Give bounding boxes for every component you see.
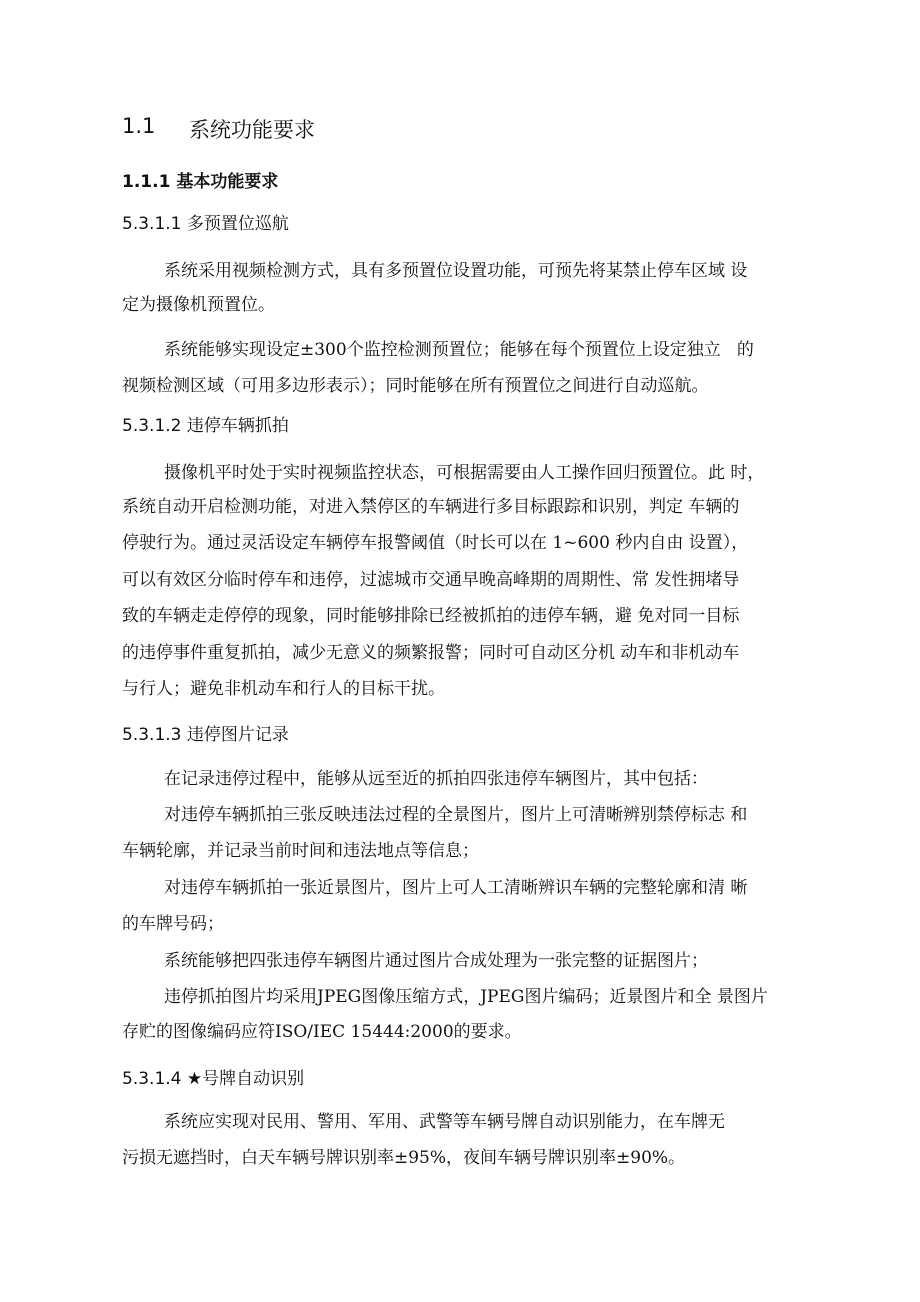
paragraph-line: 对违停车辆抓拍三张反映违法过程的全景图片，图片上可清晰辨别禁停标志 和 — [164, 805, 748, 825]
paragraph-line: 的违停事件重复抓拍，减少无意义的频繁报警；同时可自动区分机 动车和非机动车 — [122, 643, 740, 663]
paragraph-line: 系统能够把四张违停车辆图片通过图片合成处理为一张完整的证据图片； — [164, 951, 708, 971]
paragraph-line: 违停抓拍图片均采用JPEG图像压缩方式，JPEG图片编码；近景图片和全 景图片 — [164, 987, 768, 1007]
paragraph-line: 存贮的图像编码应符ISO/IEC 15444:2000的要求。 — [122, 1022, 522, 1042]
paragraph-line: 致的车辆走走停停的现象，同时能够排除已经被抓拍的违停车辆，避 免对同一目标 — [122, 606, 740, 626]
paragraph-line: 可以有效区分临时停车和违停，过滤城市交通早晚高峰期的周期性、常 发性拥堵导 — [122, 570, 740, 590]
paragraph-line: 系统能够实现设定±300个监控检测预置位；能够在每个预置位上设定独立 的 — [164, 340, 754, 360]
paragraph-line: 系统应实现对民用、警用、军用、武警等车辆号牌自动识别能力，在车牌无 — [164, 1112, 725, 1132]
paragraph-line: 对违停车辆抓拍一张近景图片，图片上可人工清晰辨识车辆的完整轮廓和清 晰 — [164, 878, 748, 898]
paragraph-line: 摄像机平时处于实时视频监控状态，可根据需要由人工操作回归预置位。此 时， — [164, 463, 765, 483]
paragraph-line: 在记录违停过程中，能够从远至近的抓拍四张违停车辆图片，其中包括： — [164, 769, 708, 789]
paragraph-line: 与行人；避免非机动车和行人的目标干扰。 — [122, 679, 445, 699]
paragraph-line: 定为摄像机预置位。 — [122, 295, 275, 315]
paragraph-line: 停驶行为。通过灵活设定车辆停车报警阈值（时长可以在 1~600 秒内自由 设置）， — [122, 533, 749, 553]
paragraph-line: 系统自动开启检测功能，对进入禁停区的车辆进行多目标跟踪和识别，判定 车辆的 — [122, 497, 740, 517]
heading-number: 1.1 — [122, 114, 156, 138]
paragraph-line: 污损无遮挡时，白天车辆号牌识别率±95%，夜间车辆号牌识别率±90%。 — [122, 1148, 686, 1168]
paragraph-line: 系统采用视频检测方式，具有多预置位设置功能，可预先将某禁止停车区域 设 — [164, 261, 748, 281]
section-title: 5.3.1.2 违停车辆抓拍 — [122, 416, 289, 436]
section-title: 5.3.1.4 ★号牌自动识别 — [122, 1069, 305, 1089]
heading-title: 系统功能要求 — [189, 118, 315, 142]
section-title: 5.3.1.1 多预置位巡航 — [122, 214, 289, 234]
subheading: 1.1.1 基本功能要求 — [122, 172, 279, 192]
paragraph-line: 的车牌号码； — [122, 914, 224, 934]
section-title: 5.3.1.3 违停图片记录 — [122, 725, 289, 745]
paragraph-line: 车辆轮廓，并记录当前时间和违法地点等信息； — [122, 841, 479, 861]
paragraph-line: 视频检测区域（可用多边形表示）；同时能够在所有预置位之间进行自动巡航。 — [122, 376, 709, 396]
